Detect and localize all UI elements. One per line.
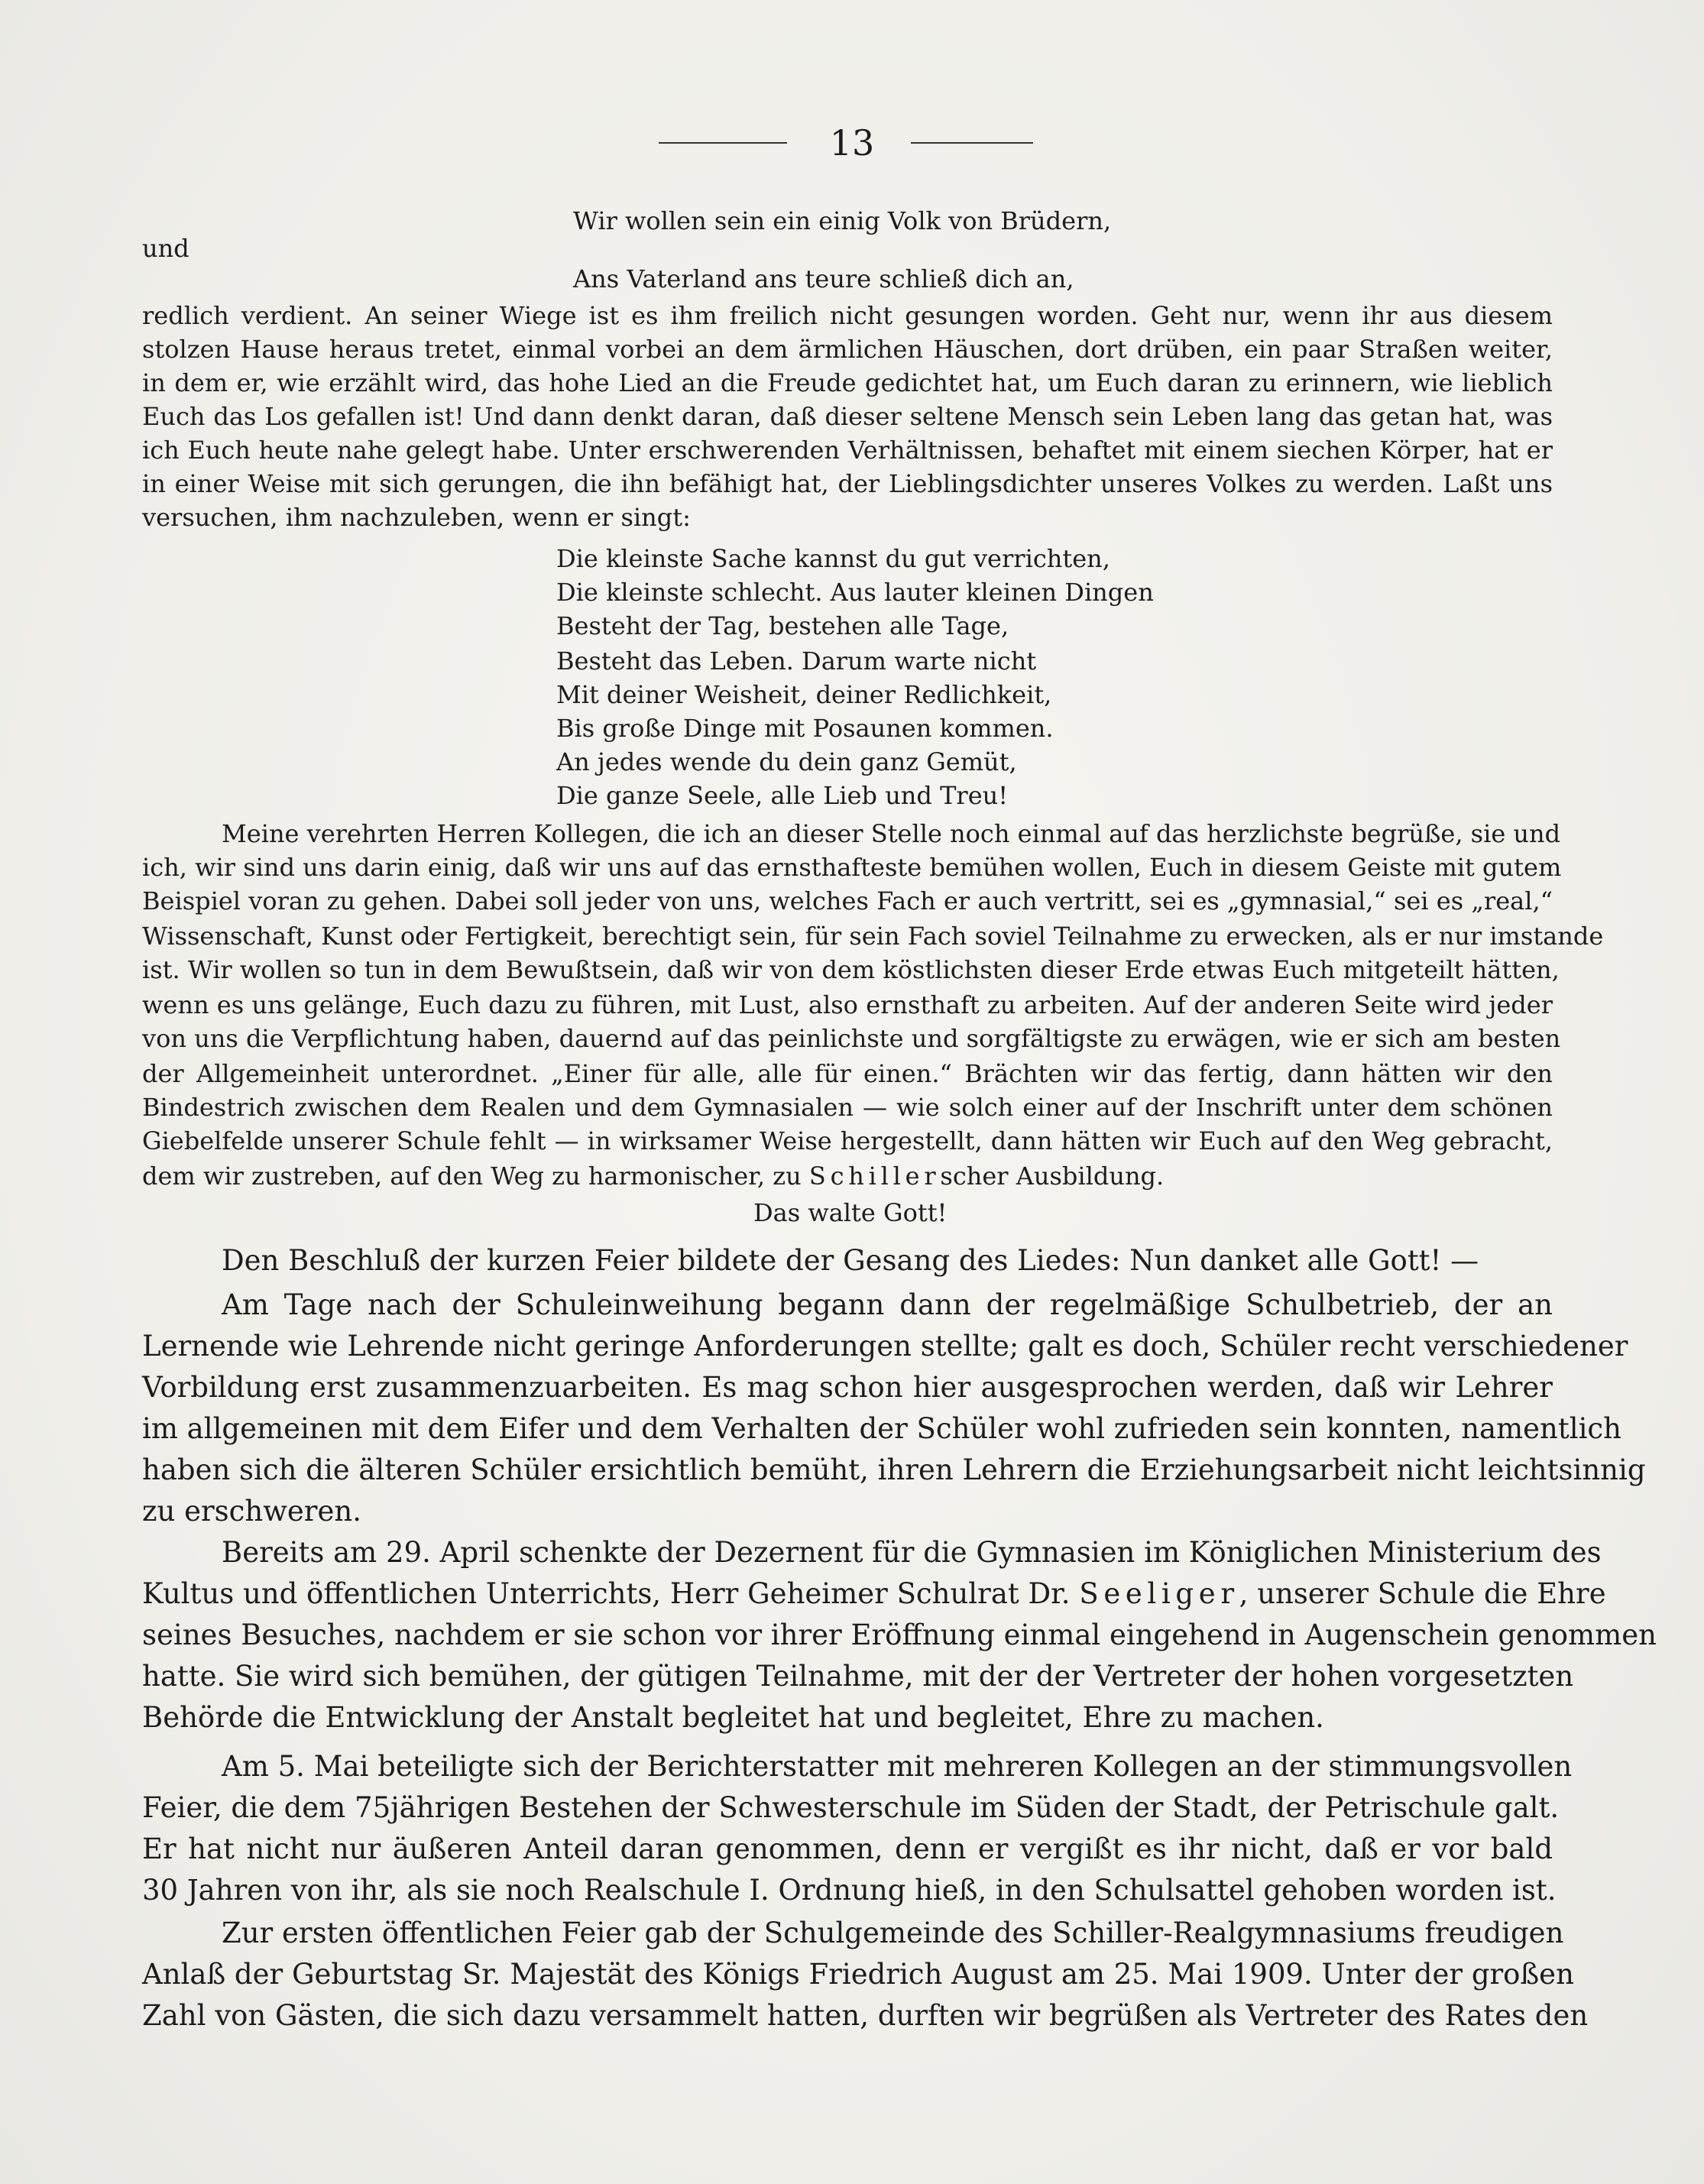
poem-line: Bis große Dinge mit Posaunen kommen.	[556, 714, 1054, 743]
address-line: Wissenschaft, Kunst oder Fertigkeit, berechtigt sein, für sein Fach soviel Teilnahme zu erwecken, als er nur imstande	[142, 922, 1604, 951]
address-text: scher Ausbildung.	[940, 1162, 1165, 1191]
body-line: 30 Jahren von ihr, als sie noch Realschule I. Ordnung hieß, in den Schulsattel gehoben worden ist.	[142, 1874, 1557, 1907]
body-line: Anlaß der Geburtstag Sr. Majestät des Königs Friedrich August am 25. Mai 1909. Unter der großen	[142, 1958, 1574, 1991]
speech-line: ich Euch heute nahe gelegt habe. Unter erschwerenden Verhältnissen, behaftet mit einem siechen Körper, hat er	[142, 436, 1553, 465]
page-number: 13	[829, 122, 875, 164]
address-text: dem wir zustreben, auf den Weg zu harmonischer, zu	[142, 1162, 809, 1191]
speech-line: redlich verdient. An seiner Wiege ist es ihm freilich nicht gesungen worden. Geht nur, wenn ihr aus diesem	[142, 301, 1553, 330]
body-line: Bereits am 29. April schenkte der Dezernent für die Gymnasien im Königlichen Ministerium des	[222, 1536, 1602, 1569]
poem-line: Besteht der Tag, bestehen alle Tage,	[556, 611, 1009, 640]
header-rule-left	[659, 142, 787, 144]
body-text: Kultus und öffentlichen Unterrichts, Herr Geheimer Schulrat Dr.	[142, 1577, 1080, 1610]
speech-line: stolzen Hause heraus tretet, einmal vorbei an dem ärmlichen Häuschen, dort drüben, ein paar Straßen weiter,	[142, 335, 1553, 364]
body-line: Zur ersten öffentlichen Feier gab der Schulgemeinde des Schiller-Realgymnasiums freudigen	[222, 1917, 1564, 1949]
body-line: Am Tage nach der Schuleinweihung begann dann der regelmäßige Schulbetrieb, der an	[222, 1288, 1553, 1321]
body-line: Feier, die dem 75jährigen Bestehen der Schwesterschule im Süden der Stadt, der Petrischule galt.	[142, 1791, 1560, 1824]
closing-line: Das walte Gott!	[753, 1198, 948, 1227]
body-line: seines Besuches, nachdem er sie schon vor ihrer Eröffnung einmal eingehend in Augenschein genommen	[142, 1619, 1657, 1651]
poem-line: Besteht das Leben. Darum warte nicht	[556, 646, 1037, 676]
address-line	[142, 1162, 1164, 1191]
address-line: Beispiel voran zu gehen. Dabei soll jeder von uns, welches Fach er auch vertritt, sei es „gymnasial,“ sei es „real,“	[142, 886, 1553, 915]
address-line: von uns die Verpflichtung haben, dauernd auf das peinlichste und sorgfältigste zu erwägen, wie er sich am besten	[142, 1024, 1561, 1053]
speech-line: versuchen, ihm nachzuleben, wenn er singt:	[142, 503, 691, 532]
quote-line: Wir wollen sein ein einig Volk von Brüdern,	[573, 206, 1112, 235]
address-line: ich, wir sind uns darin einig, daß wir uns auf das ernsthafteste bemühen wollen, Euch in diesem Geiste mit gutem	[142, 853, 1562, 882]
poem-line: Die ganze Seele, alle Lieb und Treu!	[556, 781, 1009, 810]
emphasized-name: Schiller	[808, 1162, 941, 1191]
poem-line: Mit deiner Weisheit, deiner Redlichkeit,	[556, 680, 1052, 709]
address-line: Meine verehrten Herren Kollegen, die ich an dieser Stelle noch einmal auf das herzlichste begrüße, sie und	[222, 819, 1561, 848]
body-line: hatte. Sie wird sich bemühen, der gütigen Teilnahme, mit der der Vertreter der hohen vorgesetzten	[142, 1660, 1574, 1693]
body-line: Den Beschluß der kurzen Feier bildete der Gesang des Liedes: Nun danket alle Gott! —	[222, 1244, 1479, 1277]
speech-line: in einer Weise mit sich gerungen, die ihn befähigt hat, der Lieblingsdichter unseres Volkes zu werden. Laßt uns	[142, 469, 1553, 498]
body-line: Lernende wie Lehrende nicht geringe Anforderungen stellte; galt es doch, Schüler recht verschiedener	[142, 1330, 1628, 1363]
emphasized-name: Seeliger	[1079, 1577, 1239, 1610]
connector-word: und	[142, 234, 190, 263]
speech-line: Euch das Los gefallen ist! Und dann denkt daran, daß dieser seltene Mensch sein Leben lang das getan hat, was	[142, 402, 1553, 431]
address-line: Giebelfelde unserer Schule fehlt — in wirksamer Weise hergestellt, dann hätten wir Euch auf den Weg gebracht,	[142, 1126, 1553, 1155]
body-text: , unserer Schule die Ehre	[1239, 1577, 1606, 1610]
body-line: Behörde die Entwicklung der Anstalt begleitet hat und begleitet, Ehre zu machen.	[142, 1701, 1324, 1734]
speech-line: in dem er, wie erzählt wird, das hohe Lied an die Freude gedichtet hat, um Euch daran zu erinnern, wie lieblich	[142, 368, 1553, 397]
poem-line: Die kleinste schlecht. Aus lauter kleinen Dingen	[556, 578, 1154, 607]
quote-line: Ans Vaterland ans teure schließ dich an,	[573, 264, 1074, 293]
body-line: Zahl von Gästen, die sich dazu versammelt hatten, durften wir begrüßen als Vertreter des Rates den	[142, 1999, 1589, 2032]
poem-line: An jedes wende du dein ganz Gemüt,	[556, 747, 1017, 776]
body-line: Er hat nicht nur äußeren Anteil daran genommen, denn er vergißt es ihr nicht, daß er vor bald	[142, 1832, 1553, 1865]
address-line: wenn es uns gelänge, Euch dazu zu führen, mit Lust, also ernsthaft zu arbeiten. Auf der anderen Seite wird jeder	[142, 990, 1553, 1019]
body-line: zu erschweren.	[142, 1495, 361, 1528]
address-line: ist. Wir wollen so tun in dem Bewußtsein, daß wir von dem köstlichsten dieser Erde etwas Euch mitgeteilt hätten,	[142, 955, 1560, 984]
poem-line: Die kleinste Sache kannst du gut verrichten,	[556, 544, 1110, 573]
body-line: im allgemeinen mit dem Eifer und dem Verhalten der Schüler wohl zufrieden sein konnten, namentlich	[142, 1412, 1621, 1445]
body-line	[142, 1577, 1606, 1610]
address-line: Bindestrich zwischen dem Realen und dem Gymnasialen — wie solch einer auf der Inschrift unter dem schönen	[142, 1093, 1553, 1122]
address-line: der Allgemeinheit unterordnet. „Einer für alle, alle für einen.“ Brächten wir das fertig, dann hätten wir den	[142, 1059, 1553, 1088]
body-line: Vorbildung erst zusammenzuarbeiten. Es mag schon hier ausgesprochen werden, daß wir Lehrer	[142, 1371, 1553, 1404]
body-line: haben sich die älteren Schüler ersichtlich bemüht, ihren Lehrern die Erziehungsarbeit nicht leichtsinnig	[142, 1453, 1646, 1486]
body-line: Am 5. Mai beteiligte sich der Berichterstatter mit mehreren Kollegen an der stimmungsvollen	[222, 1750, 1573, 1783]
header-rule-right	[911, 142, 1033, 144]
